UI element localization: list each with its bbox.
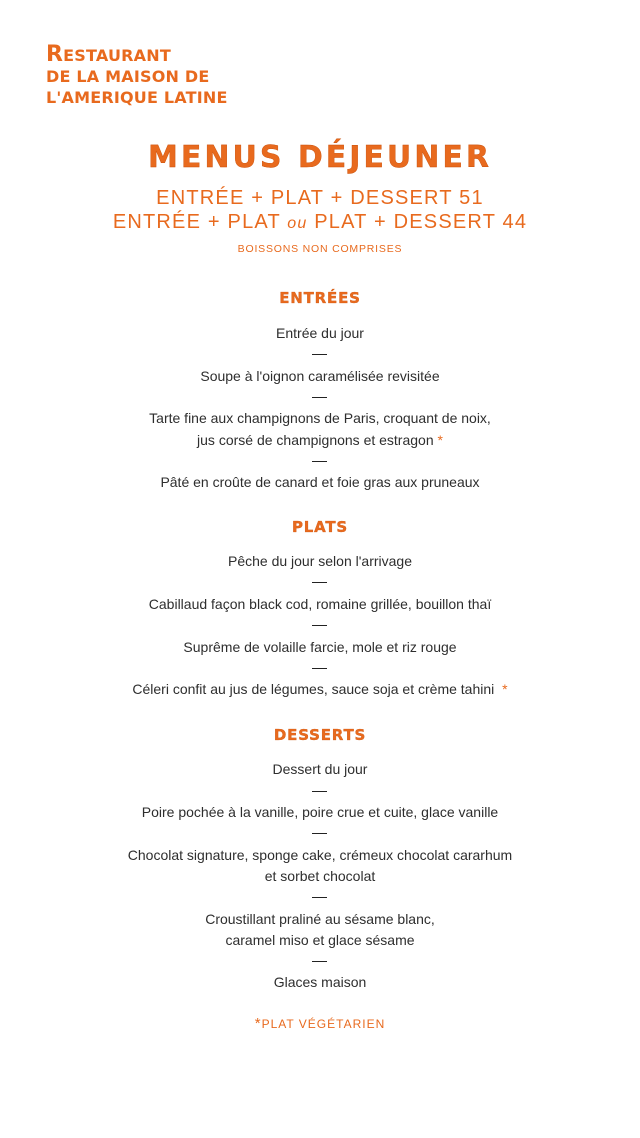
separator (312, 582, 327, 583)
restaurant-name-line2: DE LA MAISON DE (46, 67, 210, 86)
separator (312, 625, 327, 626)
restaurant-name-line3: L'AMERIQUE LATINE (46, 88, 228, 107)
separator (312, 961, 327, 962)
section-title-desserts: DESSERTS (273, 726, 367, 744)
formula-or: ou (287, 215, 308, 232)
dish-dessert-3-line2: et sorbet chocolat (264, 868, 376, 884)
section-title-entrees: ENTRÉES (279, 289, 361, 307)
dish-dessert-4-line2: caramel miso et glace sésame (225, 932, 415, 948)
dish-dessert-3-line1: Chocolat signature, sponge cake, crémeux chocolat cararhum (127, 847, 513, 863)
separator (312, 897, 327, 898)
footnote-text: PLAT VÉGÉTARIEN (261, 1017, 386, 1031)
dish-dessert-5: Glaces maison (273, 974, 367, 990)
separator (312, 354, 327, 355)
dish-entree-2: Soupe à l'oignon caramélisée revisitée (200, 368, 440, 384)
formula-short-part1: ENTRÉE + PLAT (112, 211, 281, 233)
dish-plat-4 (0, 679, 640, 700)
restaurant-name-initial: R (46, 42, 64, 67)
vegetarian-footnote (0, 1015, 640, 1032)
dish-dessert-1: Dessert du jour (272, 761, 368, 777)
separator (312, 461, 327, 462)
dish-entree-4: Pâté en croûte de canard et foie gras aux pruneaux (160, 474, 480, 490)
dish-entree-1: Entrée du jour (276, 325, 364, 341)
section-title-plats: PLATS (291, 518, 349, 536)
dish-plat-2: Cabillaud façon black cod, romaine grillée, bouillon thaï (148, 596, 492, 612)
separator (312, 397, 327, 398)
formula-short-part2: PLAT + DESSERT 44 (314, 211, 528, 233)
dish-dessert-4-line1: Croustillant praliné au sésame blanc, (205, 911, 435, 927)
restaurant-name (46, 44, 228, 108)
dish-entree-3-line1: Tarte fine aux champignons de Paris, croquant de noix, (149, 410, 491, 426)
formula-short (0, 211, 640, 234)
menu-title: MENUS DÉJEUNER (148, 140, 492, 175)
dish-plat-3: Suprême de volaille farcie, mole et riz rouge (183, 639, 457, 655)
vegetarian-mark: * (437, 432, 443, 448)
vegetarian-mark: * (502, 681, 508, 697)
restaurant-name-line1 (46, 44, 228, 66)
separator (312, 791, 327, 792)
dish-plat-1: Pêche du jour selon l'arrivage (227, 553, 412, 569)
dish-plat-4-text: Céleri confit au jus de légumes, sauce soja et crème tahini (132, 681, 495, 697)
restaurant-name-rest: ESTAURANT (63, 46, 171, 65)
formula-full: ENTRÉE + PLAT + DESSERT 51 (156, 187, 484, 209)
dish-entree-3-text: jus corsé de champignons et estragon (197, 432, 434, 448)
footnote-star: * (254, 1015, 262, 1032)
separator (312, 668, 327, 669)
dish-dessert-2: Poire pochée à la vanille, poire crue et cuite, glace vanille (141, 804, 499, 820)
drinks-note: BOISSONS NON COMPRISES (237, 243, 403, 255)
dish-entree-3-line2 (0, 430, 640, 451)
separator (312, 833, 327, 834)
